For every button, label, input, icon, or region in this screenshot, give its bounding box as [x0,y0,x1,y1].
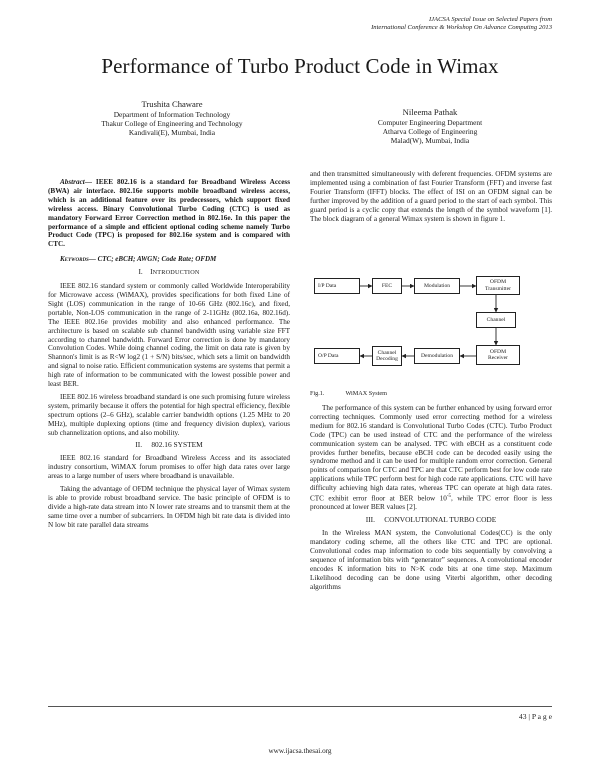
block-modulation: Modulation [414,278,460,294]
figure-wimax-diagram [310,268,552,388]
block-ofdm-receiver [476,345,520,365]
paper-title: Performance of Turbo Product Code in Wimax [101,54,499,78]
block-demodulation: Demodulation [414,348,460,364]
block-ip-data: I/P Data [314,278,360,294]
author-location: Malad(W), Mumbai, India [390,136,470,146]
author-dept: Department of Information Technology [113,110,231,119]
paragraph: IEEE 802.16 standard for Broadband Wireless Access and its associated industry consortium, WiMAX forum promises to offer high data rates over large areas to a large number of users where broadband is unavailable. [48,454,290,481]
block-ofdm-transmitter [476,276,520,295]
figure-caption-text: WiMAX System [345,390,387,397]
block-label: Decoding [376,356,398,362]
author-dept: Computer Engineering Department [377,118,483,127]
block-label: OFDM [489,279,507,286]
block-label: OFDM [489,348,507,355]
footer-divider [48,706,552,707]
abstract [48,178,290,249]
section-heading-introduction: I. INTRODUCTION [138,267,200,277]
abstract-label: Abstract [60,178,85,186]
abstract-text: IEEE 802.16 is a standard for Broadband Wireless Access (BWA) air interface. 802.16e supports mobile broadband wireless access, which is an additional feature over its predecessors, which support fixed wireless access. Binary Convolutional Turbo Coding (CTC) is used as mandatory Forward Error Correction method in 802.16e. In this paper the performance of a simple and efficient optional coding scheme namely Turbo Product Code (TPC) is proposed for 802.16e system and is compared with CTC. [48,178,290,249]
keywords [48,255,290,264]
figure-caption [310,390,387,397]
section-heading-convolutional-turbo-code: III. CONVOLUTIONAL TURBO CODE [365,515,497,525]
section-heading-802-16-system: II. 802.16 SYSTEM [135,440,203,450]
keywords-text: — CTC; eBCH; AWGN; Code Rate; OFDM [88,255,217,264]
author-org: Thakur College of Engineering and Technology [101,119,243,129]
block-op-data: O/P Data [314,348,360,364]
author-location: Kandivali(E), Mumbai, India [128,128,216,138]
keywords-label: Keywords [60,255,89,264]
block-fec: FEC [372,278,402,294]
journal-header [371,16,552,32]
block-channel: Channel [476,312,516,328]
paragraph: IEEE 802.16 wireless broadband standard is one such promising future wireless system, primarily because it offers the potential for high spectral efficiency, flexible spectrum options (2–6 GHz), scalable carrier bandwidth options (1.25 MHz to 20 MHz), multiple duplexing options (time and frequency division duplex), various sub channelization options, and also mobility. [48,392,290,437]
author-name: Nileema Pathak [402,107,458,117]
paragraph: Taking the advantage of OFDM technique the physical layer of Wimax system is able to provide robust broadband service. The basic principle of OFDM is to divide a high-rate data stream into N lower rate streams and to transmit them at the same time over a number of subcarriers. In OFDM high bit rate data is divided into N low bit rate parallel data streams [48,485,290,529]
paragraph: In the Wireless MAN system, the Convolutional Codes(CC) is the only mandatory coding scheme, all the others like CTC and TPC are optional. Convolutional codes map information to code bits sequentially by convolving a sequence of information bits with “generator” sequences. A convolutional encoder encodes K information bits to N>K code bits at one time step. Maximum Likelihood decoding can be done using Viterbi algorithm, other decoding algorithms [310,529,552,591]
right-column-bottom [310,404,552,596]
journal-website: www.ijacsa.thesai.org [268,747,332,755]
figure-caption-number: Fig.1. [310,390,325,397]
author-org: Atharva College of Engineering [382,127,478,137]
journal-header-line1: IJACSA Special Issue on Selected Papers from [428,16,552,23]
author-block-1 [62,99,282,138]
paragraph: The performance of this system can be further enhanced by using forward error correcting techniques. Commonly used error correcting method for a wireless medium for 802.16 standard is Convolutional Turbo Codes (CTC). Turbo Product Code (TPC) can be used instead of CTC and the performance of the wireless communication system can be analysed. TPC with eBCH as a constituent code provides further benefits, because eBCH code can be decoded easily using the syndrome method and it can be used for multiple random error correction. General points of comparison for CTC and TPC are that CTC perform best for low code rate applications while TPC perform best for high code rate applications. CTC will have difficulty achieving high data rates, whereas TPC can operate at high data rates. CTC exhibit error floor at BER below $10^{-5}$, while TPC error floor is less pronounced at lower BER values [2]. [310,404,553,512]
block-label: Channel [377,349,397,356]
left-column [48,178,290,534]
author-name: Trushita Chaware [141,99,203,109]
right-column-top [310,170,552,227]
block-channel-decoding [372,346,402,366]
block-label: Transmitter [485,285,511,292]
page-number: 43 | P a g e [518,712,552,721]
author-block-2 [320,107,540,146]
paragraph: and then transmitted simultaneously with deferent frequencies. OFDM systems are implemented using a combination of fast Fourier Transform (FFT) and inverse fast Fourier Transform (IFFT) blocks. The effect of ISI on an OFDM signal can be further improved by the addition of a guard period to the start of each symbol. This guard period is a cyclic copy that extends the length of the symbol waveform [1]. The block diagram of a general Wimax system is shown in figure 1. [310,170,552,223]
abstract-dash: — [84,178,96,186]
block-label: Receiver [488,355,508,361]
journal-header-line2: International Conference & Workshop On Advance Computing 2013 [371,24,552,31]
paragraph: IEEE 802.16 standard system or commonly called Worldwide Interoperability for Microwave access (WiMAX), provides specifications for both fixed Line of Sight (LOS) communication in the range of 10-66 GHz (802.16c), and fixed, portable, Non-LOS communication in the range of 2-11GHz (802.16a, 802.16d). The IEEE 802.16e provides mobility and also enhanced performance. The architecture is based on scalable sub channel bandwidth using variable size FFT according to channel bandwidth. Forward Error correction is done by mandatory Convolution Codes. While doing channel coding, the limit on data rate is given by Shannon's limit is as R<W log2 (1 + S/N) bits/sec, which sets a limit on bandwidth and signal to noise ratio. Efficient communication systems are systems that permit a high rate of information to be communicated with the lowest possible power and least BER. [48,282,290,389]
